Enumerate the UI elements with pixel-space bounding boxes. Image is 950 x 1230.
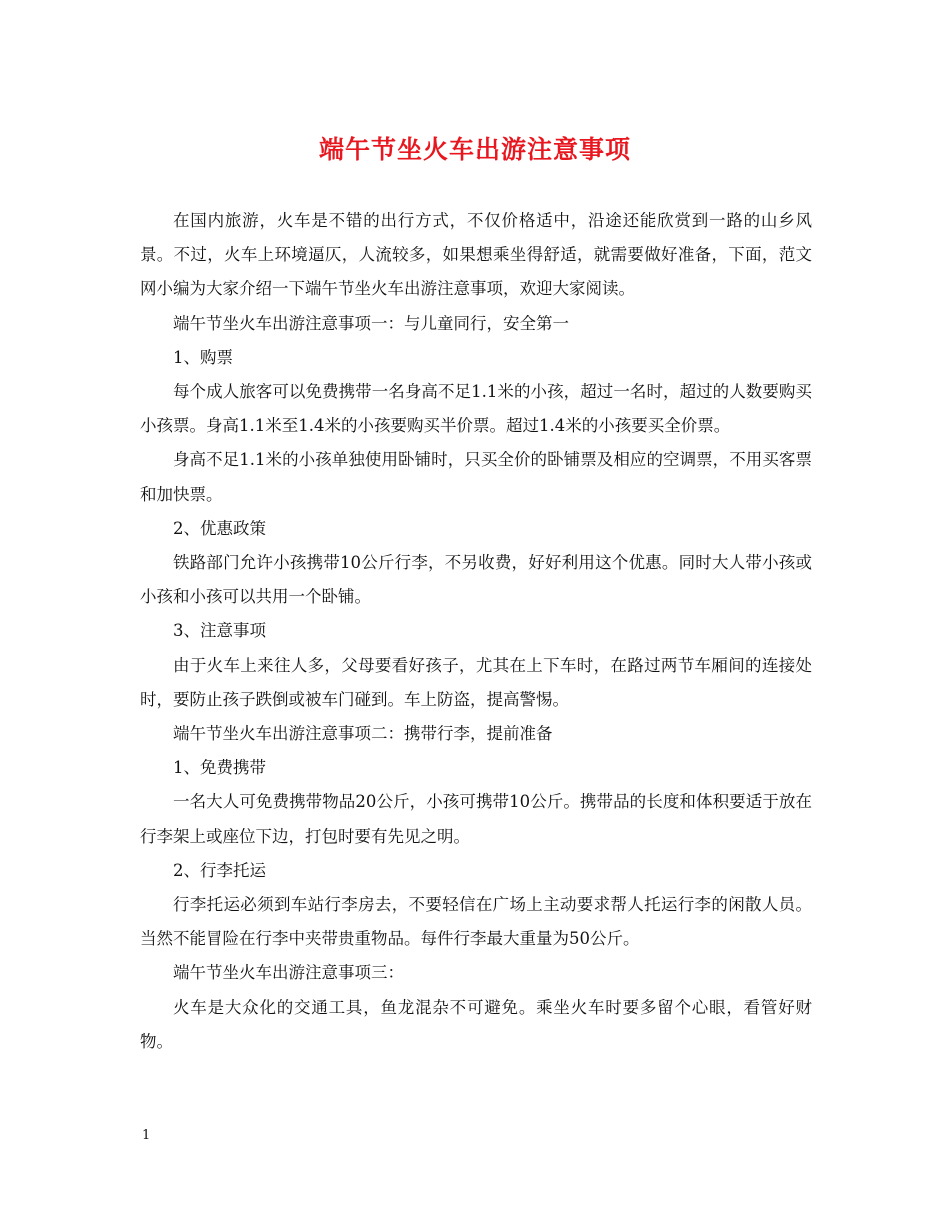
paragraph-sleeper-rules: 身高不足1.1米的小孩单独使用卧铺时，只买全价的卧铺票及相应的空调票，不用买客票和加快票。	[140, 450, 812, 504]
subheading-discount: 2、优惠政策	[173, 518, 266, 538]
paragraph-discount: 铁路部门允许小孩携带10公斤行李，不另收费，好好利用这个优惠。同时大人带小孩或小孩和小孩可以共用一个卧铺。	[140, 553, 812, 607]
paragraph-free-carry: 一名大人可免费携带物品20公斤，小孩可携带10公斤。携带品的长度和体积要适于放在行李架上或座位下边，打包时要有先见之明。	[140, 792, 812, 846]
subheading-free-carry: 1、免费携带	[173, 758, 266, 778]
document-title: 端午节坐火车出游注意事项	[318, 135, 631, 164]
subheading-notes: 3、注意事项	[173, 621, 266, 641]
section-heading-3: 端午节坐火车出游注意事项三：	[173, 963, 404, 983]
section-heading-2: 端午节坐火车出游注意事项二：携带行李，提前准备	[173, 724, 553, 744]
subheading-luggage-checkin: 2、行李托运	[173, 860, 266, 880]
subheading-ticket: 1、购票	[173, 347, 233, 367]
paragraph-ticket-rules: 每个成人旅客可以免费携带一名身高不足1.1米的小孩，超过一名时，超过的人数要购买小孩票。身高1.1米至1.4米的小孩要购买半价票。超过1.4米的小孩要买全价票。	[140, 382, 812, 436]
page-number: 1	[142, 1128, 151, 1143]
paragraph-notes: 由于火车上来往人多，父母要看好孩子，尤其在上下车时，在路过两节车厢间的连接处时，要防止孩子跌倒或被车门碰到。车上防盗，提高警惕。	[140, 655, 812, 709]
section-heading-1: 端午节坐火车出游注意事项一：与儿童同行，安全第一	[173, 313, 569, 333]
paragraph-intro: 在国内旅游，火车是不错的出行方式，不仅价格适中，沿途还能欣赏到一路的山乡风景。不过，火车上环境逼仄，人流较多，如果想乘坐得舒适，就需要做好准备，下面，范文网小编为大家介绍一下端午节坐火车出游注意事项，欢迎大家阅读。	[140, 211, 812, 299]
paragraph-safety: 火车是大众化的交通工具，鱼龙混杂不可避免。乘坐火车时要多留个心眼，看管好财物。	[140, 997, 812, 1051]
document-body	[140, 204, 812, 1059]
paragraph-luggage-checkin: 行李托运必须到车站行李房去，不要轻信在广场上主动要求帮人托运行李的闲散人员。当然不能冒险在行李中夹带贵重物品。每件行李最大重量为50公斤。	[140, 895, 812, 949]
